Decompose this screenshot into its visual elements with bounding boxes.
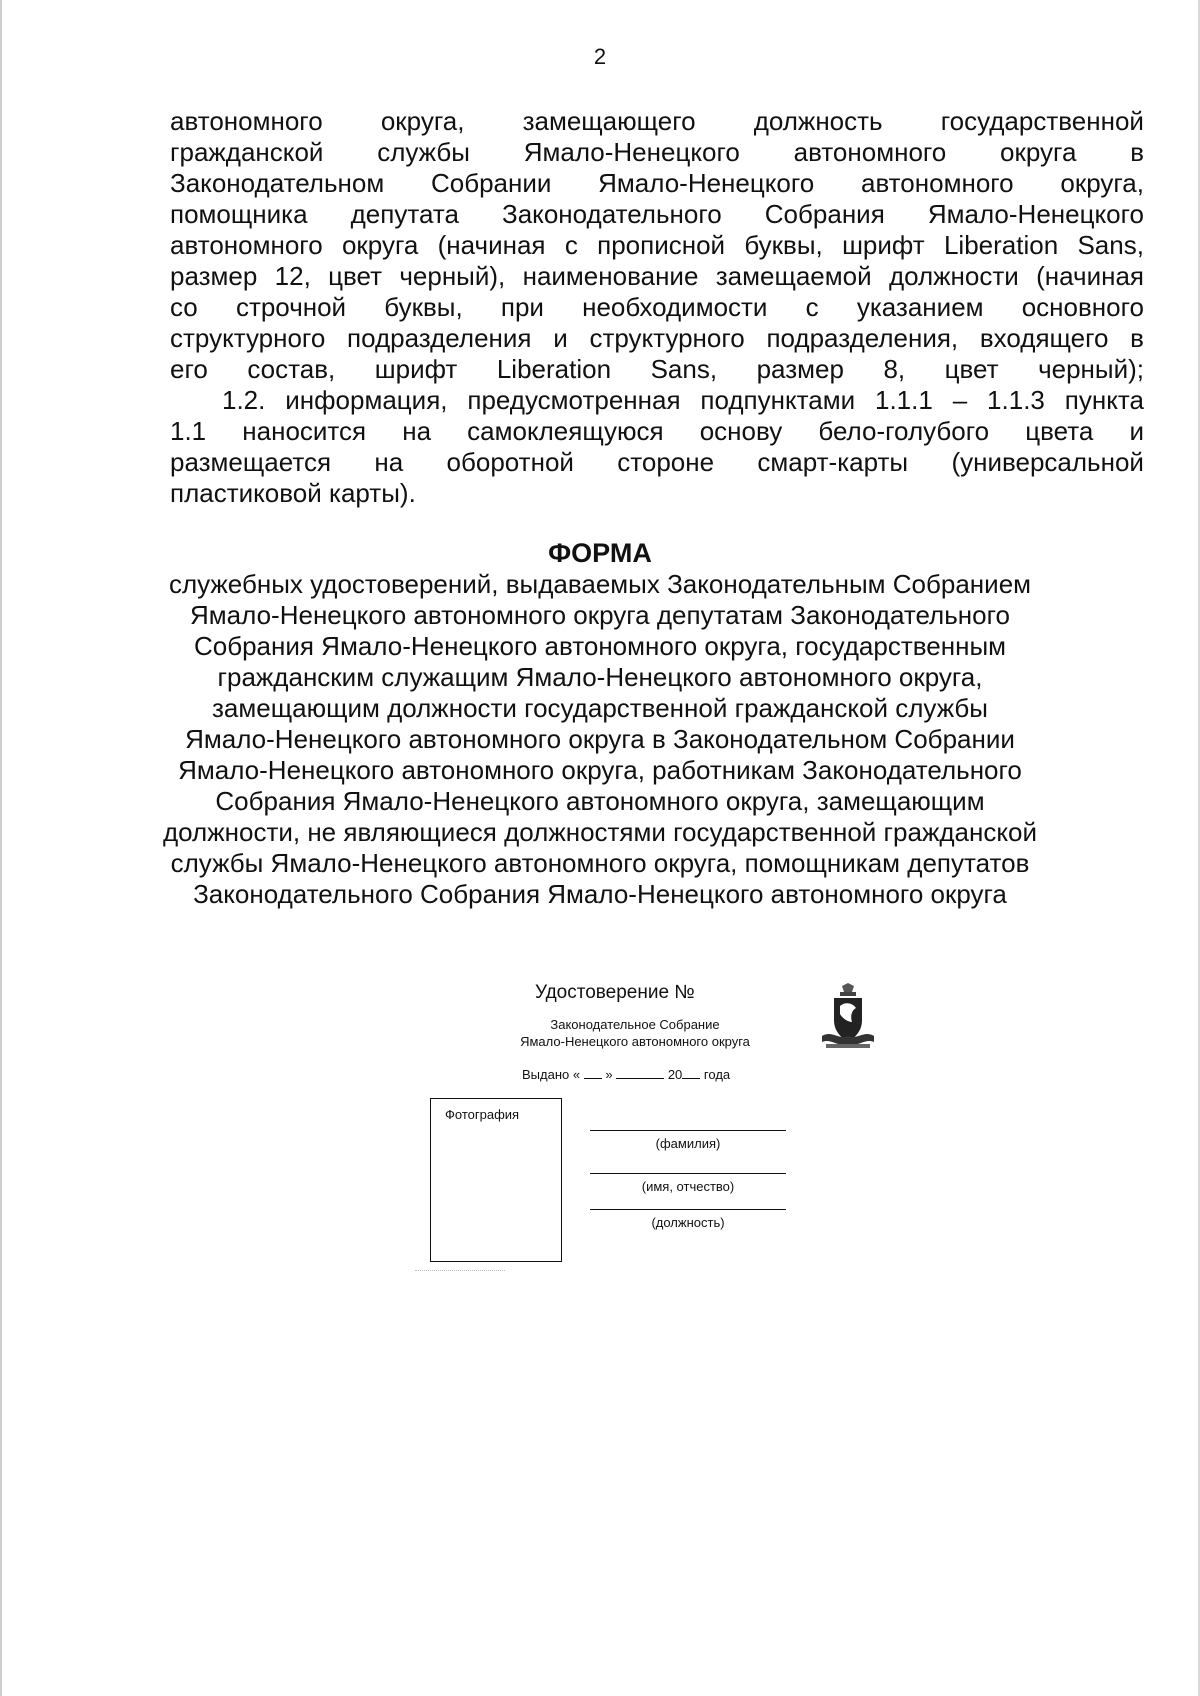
body-word: с: [805, 292, 819, 322]
body-word: предусмотренная: [467, 385, 681, 415]
body-line: [170, 230, 1144, 261]
body-word: Законодательного: [501, 199, 722, 229]
body-word: информация,: [285, 385, 448, 415]
id-card-form: [420, 980, 880, 1280]
body-word: цвет: [944, 354, 999, 384]
body-word: автономного: [860, 168, 1014, 198]
body-word: замещающего: [522, 106, 696, 136]
photo-label: Фотография: [445, 1107, 520, 1122]
body-word: помощника: [170, 199, 308, 229]
name-line: [590, 1173, 786, 1174]
body-word: его: [170, 354, 208, 384]
body-line: [170, 354, 1144, 385]
page-number: 2: [593, 44, 607, 69]
body-word: прописной: [597, 230, 726, 260]
body-word: подразделения,: [766, 323, 959, 353]
body-word: должности: [888, 261, 1019, 291]
body-word: Ямало-Ненецкого: [598, 168, 815, 198]
body-word: (начиная: [437, 230, 546, 260]
body-word: строчной: [235, 292, 347, 322]
body-word: (универсальной: [951, 447, 1144, 477]
body-word: Собрания: [764, 199, 885, 229]
position-line: [590, 1209, 786, 1210]
form-subtitle-line: служебных удостоверений, выдаваемых Законодательным Собранием: [168, 569, 1032, 599]
body-word: размер: [756, 354, 844, 384]
body-word: подпунктами: [700, 385, 856, 415]
body-word: Законодательном: [170, 168, 385, 198]
surname-line: [590, 1130, 786, 1131]
form-subtitle-line: Собрания Ямало-Ненецкого автономного округа, замещающим: [215, 786, 985, 816]
form-subtitle-line: службы Ямало-Ненецкого автономного округа, помощникам депутатов: [170, 848, 1030, 878]
body-word: буквы,: [744, 230, 823, 260]
body-word: указанием: [856, 292, 984, 322]
body-word: государственной: [940, 106, 1144, 136]
body-word: 12,: [274, 261, 311, 291]
body-line: [170, 199, 1144, 230]
body-word: Ямало-Ненецкого: [523, 137, 740, 167]
body-word: гражданской: [170, 137, 324, 167]
body-line: [170, 168, 1144, 199]
body-word: пункта: [1064, 385, 1144, 415]
body-word: Liberation: [943, 230, 1059, 260]
body-line: [170, 323, 1144, 354]
body-word: размер: [170, 261, 258, 291]
body-word: самоклеящуюся: [467, 416, 664, 446]
body-word: при: [500, 292, 544, 322]
body-line: [170, 416, 1144, 447]
body-word: черный),: [399, 261, 506, 291]
issued-year-blank: [682, 1066, 700, 1079]
body-word: шрифт: [842, 230, 925, 260]
body-word: наименование: [522, 261, 699, 291]
body-word: структурного: [589, 323, 745, 353]
form-subtitle-line: Ямало-Ненецкого автономного округа в Законодательном Собрании: [185, 724, 1015, 754]
body-line: [170, 478, 1144, 509]
body-word: должность: [753, 106, 883, 136]
body-word: депутата: [350, 199, 459, 229]
name-label: (имя, отчество): [641, 1179, 735, 1194]
body-word: 1.2.: [222, 385, 266, 415]
body-word: 1.1.1: [875, 385, 933, 415]
form-subtitle: [150, 569, 1050, 910]
position-label: (должность): [651, 1215, 725, 1230]
issued-month-blank: [616, 1066, 664, 1079]
issued-year-prefix: 20: [667, 1067, 683, 1082]
body-word: стороне: [617, 447, 715, 477]
body-word: в: [1130, 137, 1144, 167]
form-subtitle-line: гражданским служащим Ямало-Ненецкого автономного округа,: [217, 662, 983, 692]
body-word: основу: [699, 416, 783, 446]
body-word: подразделения: [347, 323, 532, 353]
form-subtitle-line: должности, не являющиеся должностями государственной гражданской: [163, 817, 1037, 847]
body-word: в: [1130, 323, 1144, 353]
body-word: буквы,: [384, 292, 463, 322]
body-word: округа: [341, 230, 419, 260]
photo-placeholder: [430, 1098, 562, 1262]
body-word: структурного: [170, 323, 326, 353]
form-subtitle-line: Законодательного Собрания Ямало-Ненецкого автономного округа: [193, 879, 1007, 909]
card-issued-line: [522, 1066, 730, 1082]
body-word: автономного: [170, 230, 323, 260]
body-word: состав,: [247, 354, 336, 384]
body-word: шрифт: [374, 354, 458, 384]
card-title: Удостоверение №: [535, 982, 695, 1003]
body-word: округа: [1000, 137, 1077, 167]
body-word: пластиковой: [170, 478, 322, 508]
card-org-line-1: Законодательное Собрание: [550, 1017, 720, 1032]
body-word: и: [1129, 416, 1144, 446]
body-word: автономного: [793, 137, 947, 167]
body-text: [170, 106, 1144, 509]
card-org-line-2: Ямало-Ненецкого автономного округа: [520, 1034, 750, 1049]
body-word: –: [952, 385, 968, 415]
body-word: Sans,: [650, 354, 718, 384]
body-word: цвета: [1025, 416, 1094, 446]
issued-mid: »: [605, 1067, 613, 1082]
issued-prefix: Выдано «: [522, 1067, 581, 1082]
body-word: карты).: [329, 478, 416, 508]
body-line: [170, 261, 1144, 292]
body-word: 8,: [883, 354, 906, 384]
body-word: Собрании: [430, 168, 552, 198]
form-title: ФОРМА: [548, 538, 652, 568]
form-subtitle-line: Ямало-Ненецкого автономного округа депутатам Законодательного: [190, 600, 1010, 630]
body-word: Sans,: [1077, 230, 1144, 260]
body-word: службы: [377, 137, 470, 167]
body-word: автономного: [170, 106, 323, 136]
body-word: 1.1.3: [987, 385, 1045, 415]
issued-day-blank: [584, 1066, 602, 1079]
body-line: [170, 292, 1144, 323]
body-word: смарт-карты: [757, 447, 909, 477]
body-line: [170, 137, 1144, 168]
form-subtitle-line: Ямало-Ненецкого автономного округа, работникам Законодательного: [178, 755, 1022, 785]
body-word: основного: [1021, 292, 1144, 322]
scan-edge-left: [0, 0, 2, 1696]
body-word: замещаемой: [715, 261, 872, 291]
card-organization: [480, 1016, 790, 1050]
body-word: необходимости: [582, 292, 768, 322]
issued-suffix: года: [703, 1067, 731, 1082]
body-line: [170, 385, 1144, 416]
body-line: [170, 106, 1144, 137]
body-word: входящего: [979, 323, 1109, 353]
form-subtitle-line: замещающим должности государственной гражданской службы: [212, 693, 988, 723]
body-word: со: [170, 292, 198, 322]
body-word: черный);: [1038, 354, 1144, 384]
body-word: оборотной: [446, 447, 574, 477]
body-word: на: [374, 447, 404, 477]
body-word: округа,: [380, 106, 465, 136]
scan-noise: [415, 1262, 505, 1271]
body-word: округа,: [1060, 168, 1144, 198]
body-word: (начиная: [1036, 261, 1144, 291]
surname-label: (фамилия): [655, 1136, 721, 1151]
body-word: цвет: [328, 261, 383, 291]
body-word: и: [553, 323, 568, 353]
body-word: наносится: [242, 416, 367, 446]
body-word: на: [402, 416, 432, 446]
body-word: Liberation: [496, 354, 612, 384]
body-word: с: [564, 230, 578, 260]
body-word: 1.1: [170, 416, 207, 446]
form-subtitle-line: Собрания Ямало-Ненецкого автономного округа, государственным: [193, 631, 1007, 661]
body-word: размещается: [170, 447, 332, 477]
body-word: бело-голубого: [818, 416, 990, 446]
coat-of-arms-icon: [820, 982, 876, 1057]
body-line: [170, 447, 1144, 478]
body-word: Ямало-Ненецкого: [927, 199, 1144, 229]
